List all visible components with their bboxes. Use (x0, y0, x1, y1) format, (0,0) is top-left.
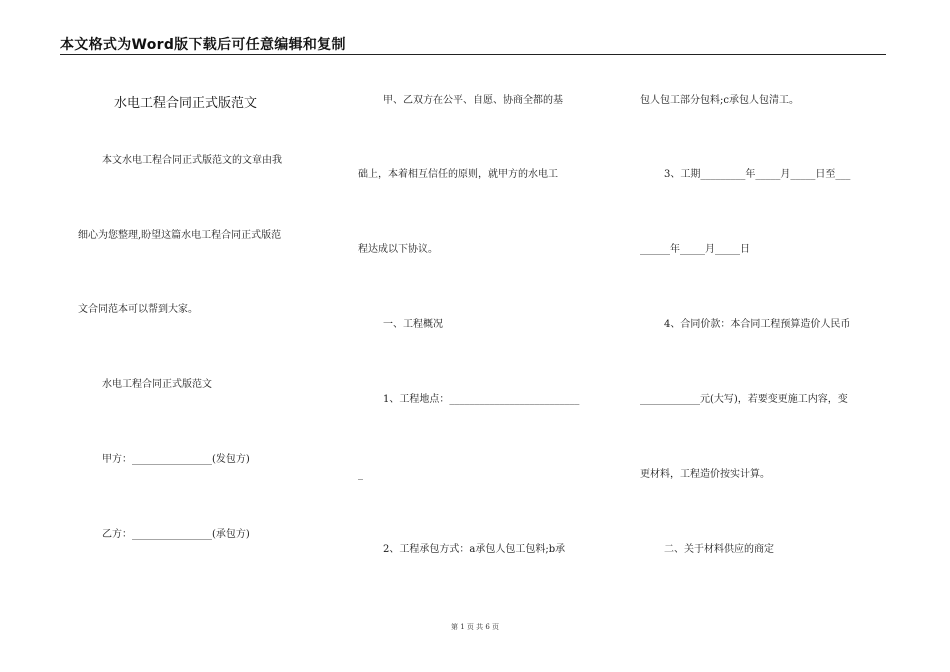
party-b-line: 乙方：________________(承包方) (102, 529, 250, 540)
column-1-line-1: 本文水电工程合同正式版范文的文章由我 (102, 155, 282, 166)
document-header (60, 34, 886, 55)
contract-method-line: 2、工程承包方式：a承包人包工包料;b承 (383, 544, 566, 555)
column-3-line-1: 包人包工部分包料;c承包人包清工。 (640, 95, 799, 106)
page-number: 第 1 页 共 6 页 (450, 623, 500, 631)
column-2-line-3: 程达成以下协议。 (358, 244, 438, 255)
document-title: 水电工程合同正式版范文 (114, 96, 258, 111)
column-1-line-2: 细心为您整理,盼望这篇水电工程合同正式版范 (78, 230, 282, 241)
section-heading-2: 二、关于材料供应的商定 (664, 544, 774, 555)
column-3-line-3: ______年_____月_____日 (640, 244, 750, 255)
contract-price-line: 4、合同价款：本合同工程预算造价人民币 (664, 319, 851, 330)
party-a-line: 甲方：________________(发包方) (102, 454, 250, 465)
column-3-line-5: ____________元(大写)，若要变更施工内容，变 (640, 394, 848, 405)
project-location-line: 1、工程地点：__________________________ (383, 394, 580, 405)
schedule-line: 3、工期_________年_____月_____日至___ (664, 169, 851, 180)
column-1-line-3: 文合同范本可以帮到大家。 (78, 304, 198, 315)
section-heading-1: 一、工程概况 (383, 319, 443, 330)
column-2-line-2: 础上，本着相互信任的原则，就甲方的水电工 (358, 169, 558, 180)
header-title: 本文格式为Word版下载后可任意编辑和复制 (60, 37, 346, 53)
column-2-line-1: 甲、乙双方在公平、自愿、协商全都的基 (383, 95, 563, 106)
column-3-line-6: 更材料，工程造价按实计算。 (640, 469, 770, 480)
column-1-line-4: 水电工程合同正式版范文 (102, 379, 212, 390)
column-2-line-6: _ (358, 469, 363, 480)
